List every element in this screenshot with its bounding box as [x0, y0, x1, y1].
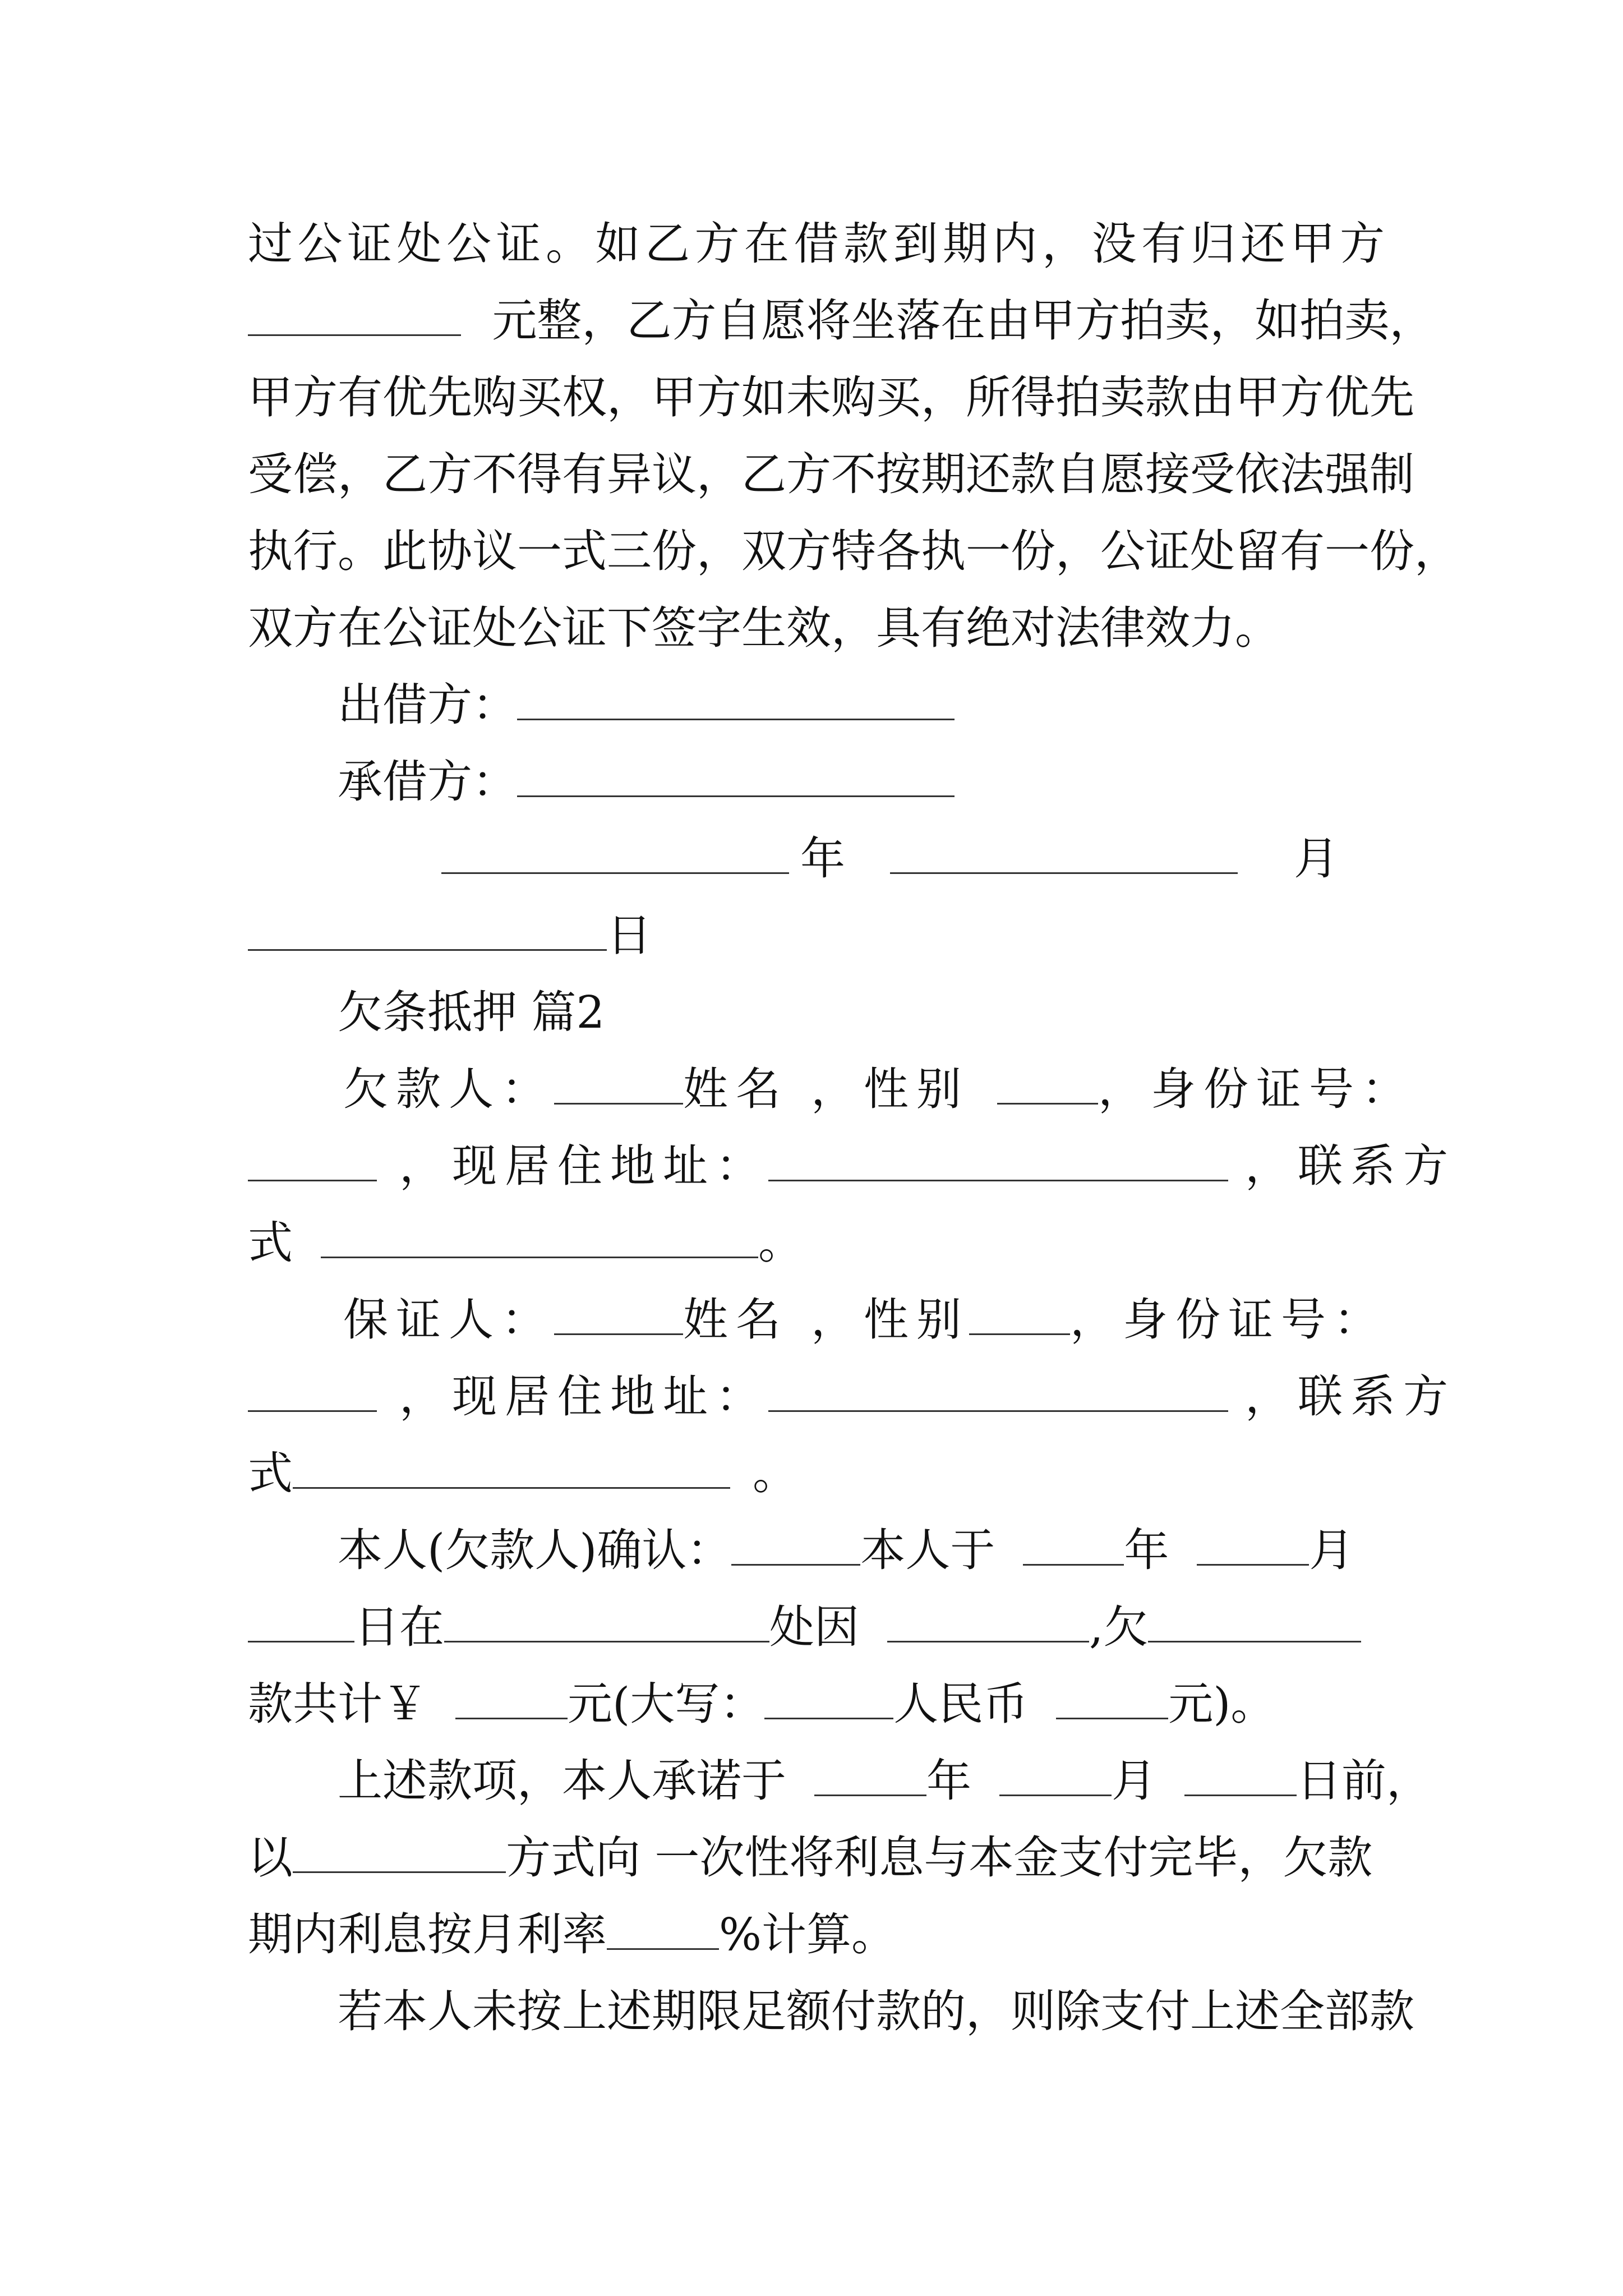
guarantor-line: [248, 1289, 1385, 1351]
confirm-text: 本人于: [860, 1524, 995, 1576]
debtor-name-blank[interactable]: [554, 1062, 683, 1105]
lender-blank[interactable]: [517, 678, 955, 720]
guarantor-name-blank[interactable]: [554, 1293, 683, 1335]
amount-label: 款共计￥: [248, 1678, 427, 1730]
paragraph-line: 双方在公证处公证下签字生效，具有绝对法律效力。: [248, 602, 1280, 654]
lender-label: 出借方：: [338, 679, 517, 731]
place-blank[interactable]: [444, 1600, 769, 1642]
paragraph-line: 甲方有优先购买权，甲方如未购买，所得拍卖款由甲方优先: [248, 371, 1414, 424]
amount-words-blank[interactable]: [764, 1677, 893, 1719]
confirm-line: [248, 1520, 1385, 1581]
interest-label: 期内利息按月利率: [248, 1908, 607, 1961]
debtor-contact-label: ，联系方: [1245, 1140, 1456, 1192]
guarantor-address-blank[interactable]: [768, 1370, 1228, 1412]
debtor-name-label: 姓名: [683, 1063, 789, 1115]
year-blank[interactable]: [1023, 1524, 1124, 1566]
month-label: 月: [1112, 1755, 1156, 1807]
period: 。: [753, 1447, 797, 1499]
debtor-label: 欠款人：: [343, 1063, 554, 1115]
period: 。: [758, 1217, 803, 1269]
guarantor-contact-end: 式: [248, 1447, 293, 1499]
confirm-line: [248, 1596, 1385, 1658]
month-blank[interactable]: [890, 832, 1238, 874]
section-title: 欠条抵押 篇2: [338, 986, 605, 1038]
section-title-line: [248, 982, 1385, 1043]
debtor-line: [248, 1135, 1456, 1197]
confirm-line: [248, 1673, 1385, 1735]
month-blank[interactable]: [1197, 1524, 1309, 1566]
debtor-contact-blank[interactable]: [321, 1216, 758, 1258]
repay-text: 方式向 一次性将利息与本金支付完毕，欠款: [506, 1832, 1373, 1884]
amount-words-label: 元(大写：: [568, 1678, 765, 1730]
amount-blank[interactable]: [455, 1677, 568, 1719]
paragraph-line: 受偿，乙方不得有异议，乙方不按期还款自愿接受依法强制: [248, 448, 1414, 500]
confirm-text: 处因: [769, 1601, 859, 1653]
paragraph-line: [248, 1981, 1414, 2042]
debtor-address-blank[interactable]: [768, 1139, 1228, 1181]
confirm-blank[interactable]: [731, 1524, 860, 1566]
guarantor-line: [248, 1443, 1385, 1504]
day-label: 日前，: [1297, 1755, 1431, 1807]
guarantor-name-label: 姓名: [683, 1294, 789, 1346]
day-blank[interactable]: [248, 1600, 354, 1642]
reason-blank[interactable]: [887, 1600, 1089, 1642]
day-blank[interactable]: [248, 909, 607, 951]
lender-line: [248, 674, 1385, 736]
debtor-gender-blank[interactable]: [997, 1062, 1098, 1105]
day-blank[interactable]: [1184, 1754, 1297, 1796]
date-line: [248, 828, 1385, 890]
amount-rmb-blank[interactable]: [1056, 1677, 1168, 1719]
guarantor-address-label: ，现居住地址：: [399, 1370, 768, 1423]
year-label: 年: [926, 1755, 971, 1807]
year-label: 年: [1124, 1524, 1169, 1576]
day-line: [248, 905, 1385, 967]
guarantor-contact-label: ，联系方: [1245, 1370, 1456, 1423]
fill-blank[interactable]: [248, 294, 461, 336]
debtor-id-blank[interactable]: [248, 1139, 377, 1181]
interest-text: %计算。: [719, 1908, 897, 1961]
guarantor-contact-blank[interactable]: [293, 1447, 730, 1489]
paragraph-text: 元整，乙方自愿将坐落在由甲方拍卖，如拍卖，: [492, 295, 1435, 347]
comma: ，: [811, 1063, 864, 1115]
guarantor-gender-blank[interactable]: [969, 1293, 1070, 1335]
debtor-address-label: ，现居住地址：: [399, 1140, 768, 1192]
debtor-line: [248, 1059, 1414, 1120]
debtor-id-label: ，身份证号：: [1098, 1063, 1414, 1115]
method-blank[interactable]: [293, 1831, 506, 1873]
paragraph-line: 执行。此协议一式三份，双方特各执一份，公证处留有一份，: [248, 525, 1459, 577]
repay-line: [248, 1904, 1385, 1966]
paragraph-text: 若本人未按上述期限足额付款的，则除支付上述全部款: [338, 1985, 1414, 2037]
borrower-label: 承借方：: [338, 756, 517, 808]
paragraph-line: [248, 290, 1435, 352]
day-label: 日: [607, 909, 652, 961]
repay-text: 上述款项，本人承诺于: [338, 1755, 786, 1807]
confirm-text: ,欠: [1089, 1601, 1149, 1653]
repay-text: 以: [248, 1832, 293, 1884]
repay-line: [248, 1750, 1431, 1812]
repay-line: [248, 1827, 1385, 1889]
year-blank[interactable]: [814, 1754, 926, 1796]
debtor-line: [248, 1212, 1385, 1274]
comma: ，: [811, 1294, 864, 1346]
month-label: 月: [1309, 1524, 1354, 1576]
paragraph-line: 过公证处公证。如乙方在借款到期内，没有归还甲方: [248, 218, 1385, 270]
creditor-blank[interactable]: [1148, 1600, 1361, 1642]
confirm-text: 日在: [354, 1601, 444, 1653]
month-label: 月: [1294, 832, 1339, 885]
debtor-gender-label: 性别: [864, 1063, 969, 1115]
debtor-contact-end: 式: [248, 1217, 293, 1269]
interest-blank[interactable]: [607, 1908, 719, 1950]
borrower-line: [248, 751, 1385, 813]
confirm-label: 本人(欠款人)确认：: [338, 1524, 732, 1576]
borrower-blank[interactable]: [517, 755, 955, 797]
guarantor-id-label: ，身份证号：: [1070, 1294, 1386, 1346]
currency-label: 人民币: [893, 1678, 1029, 1730]
guarantor-id-blank[interactable]: [248, 1370, 377, 1412]
year-blank[interactable]: [441, 832, 789, 874]
month-blank[interactable]: [999, 1754, 1112, 1796]
guarantor-gender-label: 性别: [864, 1294, 969, 1346]
guarantor-line: [248, 1366, 1456, 1428]
guarantor-label: 保证人：: [343, 1294, 554, 1346]
year-label: 年: [800, 832, 845, 885]
amount-end: 元)。: [1168, 1678, 1276, 1730]
